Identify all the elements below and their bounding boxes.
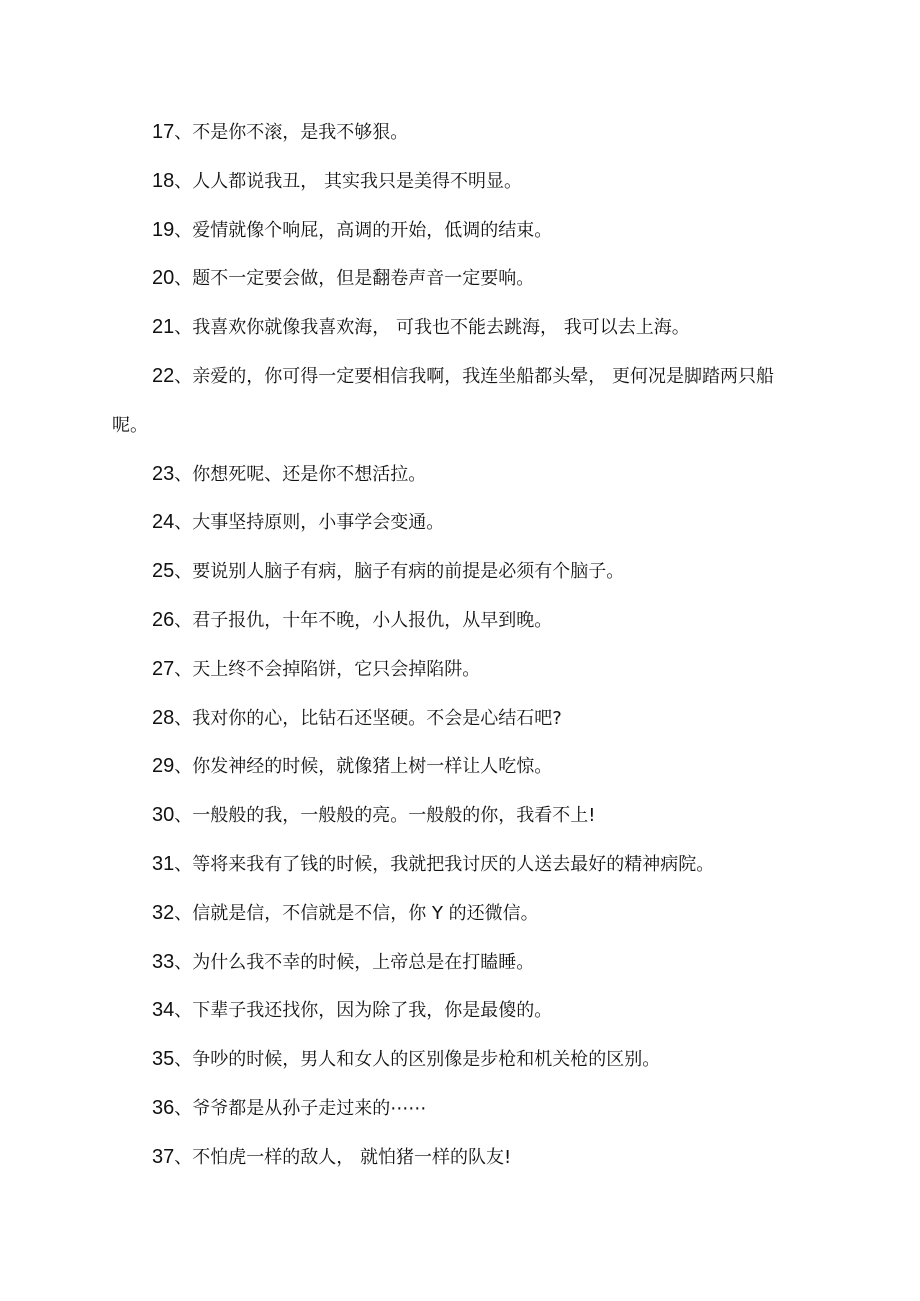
item-number: 17: [152, 121, 175, 143]
item-separator: 、: [174, 219, 193, 241]
item-number: 22: [152, 364, 175, 387]
list-item: [0, 840, 920, 889]
list-item: [0, 157, 920, 206]
list-item: [0, 303, 920, 352]
item-separator: 、: [174, 658, 193, 680]
item-separator: 、: [174, 268, 193, 290]
list-item: [0, 694, 920, 743]
item-separator: 、: [174, 561, 193, 583]
item-number: 33: [152, 950, 175, 973]
item-text: 争吵的时候，男人和女人的区别像是步枪和机关枪的区别。: [192, 1049, 661, 1071]
item-number: 28: [152, 706, 175, 729]
item-number: 18: [152, 169, 175, 192]
item-separator: 、: [174, 1146, 193, 1168]
list-item: [0, 450, 920, 499]
item-separator: 、: [174, 365, 193, 387]
item-text: 爱情就像个响屁，高调的开始，低调的结束。: [192, 219, 553, 241]
item-number: 34: [152, 999, 175, 1022]
item-text: 一般般的我，一般般的亮。一般般的你，我看不上!: [192, 805, 596, 827]
item-number: 25: [152, 560, 175, 583]
item-number: 29: [152, 755, 175, 778]
list-item: [0, 1084, 920, 1133]
joke-list: [0, 108, 920, 1182]
list-item: [0, 938, 920, 987]
item-separator: 、: [174, 853, 193, 875]
item-separator: 、: [174, 317, 193, 339]
item-text-continuation: 呢。: [112, 414, 148, 436]
item-text: 大事坚持原则，小事学会变通。: [192, 512, 445, 534]
list-item: [0, 352, 920, 450]
item-separator: 、: [174, 609, 193, 631]
list-item: [0, 1133, 920, 1182]
item-text: 君子报仇，十年不晚，小人报仇，从早到晚。: [192, 609, 553, 631]
list-item: [0, 547, 920, 596]
list-item: [0, 596, 920, 645]
item-number: 27: [152, 657, 175, 680]
list-item: [0, 889, 920, 938]
list-item: [0, 645, 920, 694]
item-number: 21: [152, 316, 175, 339]
list-item: [0, 791, 920, 840]
item-number: 35: [152, 1048, 175, 1071]
item-separator: 、: [174, 902, 193, 924]
item-text: 人人都说我丑， 其实我只是美得不明显。: [192, 170, 522, 192]
list-item: [0, 498, 920, 547]
item-separator: 、: [174, 122, 193, 143]
item-text: 我喜欢你就像我喜欢海， 可我也不能去跳海， 我可以去上海。: [192, 317, 690, 339]
item-separator: 、: [174, 1000, 193, 1022]
item-number: 31: [152, 852, 175, 875]
list-item: [0, 986, 920, 1035]
item-text: 你想死呢、还是你不想活拉。: [192, 463, 427, 485]
item-text: 下辈子我还找你，因为除了我，你是最傻的。: [192, 1000, 553, 1022]
item-text: 天上终不会掉陷饼，它只会掉陷阱。: [192, 658, 481, 680]
item-text: 不怕虎一样的敌人， 就怕猪一样的队友!: [192, 1146, 512, 1168]
item-separator: 、: [174, 512, 193, 534]
item-separator: 、: [174, 170, 193, 192]
item-number: 23: [152, 462, 175, 485]
list-item: [0, 206, 920, 255]
item-text: 要说别人脑子有病，脑子有病的前提是必须有个脑子。: [192, 561, 625, 583]
item-text: 信就是信，不信就是不信，你 Y 的还微信。: [192, 902, 539, 924]
item-separator: 、: [174, 1049, 193, 1071]
item-separator: 、: [174, 805, 193, 827]
item-separator: 、: [174, 756, 193, 778]
item-number: 30: [152, 804, 175, 827]
item-text: 爷爷都是从孙子走过来的⋯⋯: [192, 1097, 427, 1119]
list-item: [0, 1035, 920, 1084]
list-item: [0, 254, 920, 303]
item-number: 19: [152, 218, 175, 241]
item-text: 你发神经的时候，就像猪上树一样让人吃惊。: [192, 756, 553, 778]
list-item: [0, 742, 920, 791]
item-number: 37: [152, 1145, 175, 1168]
item-separator: 、: [174, 463, 193, 485]
item-text: 亲爱的，你可得一定要相信我啊，我连坐船都头晕， 更何况是脚踏两只船: [192, 365, 774, 387]
item-text: 我对你的心，比钻石还坚硬。不会是心结石吧?: [192, 707, 562, 729]
list-item: [0, 108, 920, 157]
item-number: 24: [152, 511, 175, 534]
item-number: 20: [152, 267, 175, 290]
item-text: 为什么我不幸的时候，上帝总是在打瞌睡。: [192, 951, 535, 973]
item-separator: 、: [174, 707, 193, 729]
item-separator: 、: [174, 951, 193, 973]
item-text: 题不一定要会做，但是翻卷声音一定要响。: [192, 268, 535, 290]
item-text: 等将来我有了钱的时候，我就把我讨厌的人送去最好的精神病院。: [192, 853, 715, 875]
item-number: 32: [152, 901, 175, 924]
item-number: 26: [152, 608, 175, 631]
item-number: 36: [152, 1096, 175, 1119]
item-text: 不是你不滚，是我不够狠。: [192, 122, 409, 143]
item-separator: 、: [174, 1097, 193, 1119]
